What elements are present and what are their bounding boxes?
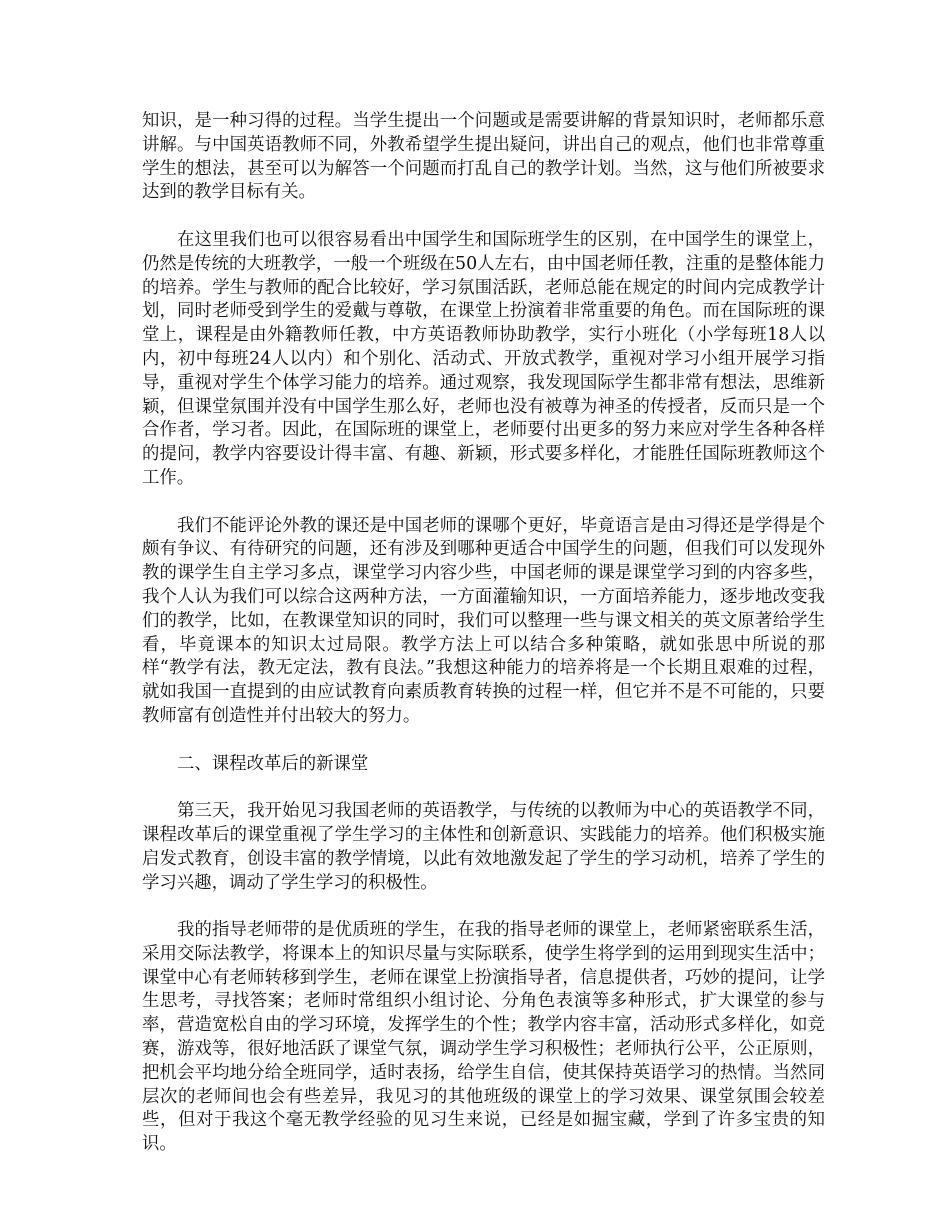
document-page bbox=[142, 110, 825, 1181]
paragraph-4: 第三天，我开始见习我国老师的英语教学，与传统的以教师为中心的英语教学不同，课程改革后的课堂重视了学生学习的主体性和创新意识、实践能力的培养。他们积极实施启发式教育，创设丰富的教学情境，以此有效地激发起了学生的学习动机，培养了学生的学习兴趣，调动了学生学习的积极性。 bbox=[142, 801, 825, 893]
paragraph-5: 我的指导老师带的是优质班的学生，在我的指导老师的课堂上，老师紧密联系生活，采用交际法教学，将课本上的知识尽量与实际联系，使学生将学到的运用到现实生活中；课堂中心有老师转移到学生，老师在课堂上扮演指导者，信息提供者，巧妙的提问，让学生思考，寻找答案；老师时常组织小组讨论、分角色表演等多种形式，扩大课堂的参与率，营造宽松自由的学习环境，发挥学生的个性；教学内容丰富，活动形式多样化，如竞赛，游戏等，很好地活跃了课堂气氛，调动学生学习积极性；老师执行公平，公正原则，把机会平均地分给全班同学，适时表扬，给学生自信，使其保持英语学习的热情。当然同层次的老师间也会有些差异，我见习的其他班级的课堂上的学习效果、课堂氛围会较差些，但对于我这个毫无教学经验的见习生来说，已经是如掘宝藏，学到了许多宝贵的知识。 bbox=[142, 920, 825, 1155]
paragraph-3: 我们不能评论外教的课还是中国老师的课哪个更好，毕竟语言是由习得还是学得是个颇有争议、有待研究的问题，还有涉及到哪种更适合中国学生的问题，但我们可以发现外教的课学生自主学习多点，课堂学习内容少些，中国老师的课是课堂学习到的内容多些，我个人认为我们可以综合这两种方法，一方面灌输知识，一方面培养能力，逐步地改变我们的教学，比如，在教课堂知识的同时，我们可以整理一些与课文相关的英文原著给学生看，毕竟课本的知识太过局限。教学方法上可以结合多种策略，就如张思中所说的那样“教学有法，教无定法，教有良法。”我想这种能力的培养将是一个长期且艰难的过程，就如我国一直提到的由应试教育向素质教育转换的过程一样，但它并不是不可能的，只要教师富有创造性并付出较大的努力。 bbox=[142, 515, 825, 726]
section-heading: 二、课程改革后的新课堂 bbox=[177, 753, 369, 774]
paragraph-2: 在这里我们也可以很容易看出中国学生和国际班学生的区别，在中国学生的课堂上，仍然是传统的大班教学，一般一个班级在50人左右，由中国老师任教，注重的是整体能力的培养。学生与教师的配合比较好，学习氛围活跃，老师总能在规定的时间内完成教学计划，同时老师受到学生的爱戴与尊敬，在课堂上扮演着非常重要的角色。而在国际班的课堂上，课程是由外籍教师任教，中方英语教师协助教学，实行小班化（小学每班18人以内，初中每班24人以内）和个别化、活动式、开放式教学，重视对学习小组开展学习指导，重视对学生个体学习能力的培养。通过观察，我发现国际学生都非常有想法，思维新颖，但课堂氛围并没有中国学生那么好，老师也没有被尊为神圣的传授者，反而只是一个合作者，学习者。因此，在国际班的课堂上，老师要付出更多的努力来应对学生各种各样的提问，教学内容要设计得丰富、有趣、新颖，形式要多样化，才能胜任国际班教师这个工作。 bbox=[142, 229, 825, 488]
paragraph-1: 知识，是一种习得的过程。当学生提出一个问题或是需要讲解的背景知识时，老师都乐意讲解。与中国英语教师不同，外教希望学生提出疑问，讲出自己的观点，他们也非常尊重学生的想法，甚至可以为解答一个问题而打乱自己的教学计划。当然，这与他们所被要求达到的教学目标有关。 bbox=[142, 111, 825, 203]
